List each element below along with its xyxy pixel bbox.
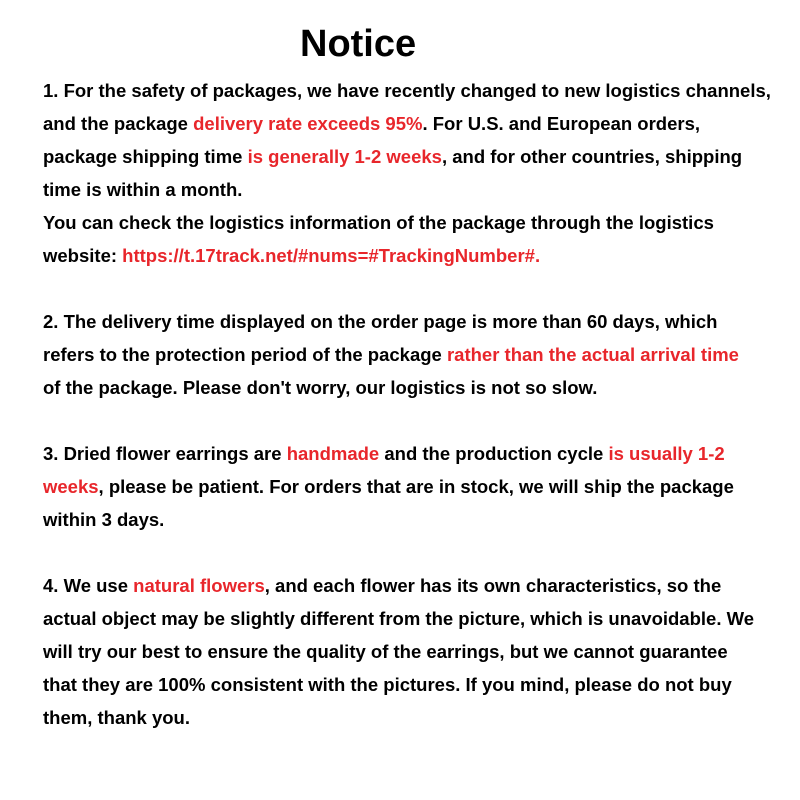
notice-body bbox=[43, 74, 783, 767]
notice-paragraph-3 bbox=[43, 437, 783, 536]
highlight-weeks: weeks bbox=[43, 476, 99, 497]
notice-paragraph-1 bbox=[43, 74, 783, 272]
paragraph-line bbox=[43, 470, 783, 503]
paragraph-line bbox=[43, 206, 783, 239]
paragraph-line bbox=[43, 635, 783, 668]
text-segment: , and for other countries, shipping bbox=[441, 146, 743, 167]
highlight-delivery-rate: delivery rate exceeds 95% bbox=[193, 113, 423, 134]
highlight-production-cycle: is usually 1-2 bbox=[608, 443, 725, 464]
text-segment: , and each flower has its own characteristics, so the bbox=[264, 575, 722, 596]
paragraph-line bbox=[43, 305, 783, 338]
highlight-handmade: handmade bbox=[286, 443, 380, 464]
notice-paragraph-2 bbox=[43, 305, 783, 404]
page-title: Notice bbox=[300, 23, 417, 65]
highlight-shipping-time: is generally 1-2 weeks bbox=[247, 146, 442, 167]
text-segment: package shipping time bbox=[43, 146, 248, 167]
paragraph-line bbox=[43, 338, 783, 371]
text-segment: You can check the logistics information of the package through the logistics bbox=[43, 212, 714, 233]
tracking-link: https://t.17track.net/#nums=#TrackingNumber#. bbox=[122, 245, 541, 266]
text-segment: within 3 days. bbox=[43, 509, 165, 530]
paragraph-line bbox=[43, 668, 783, 701]
text-segment: refers to the protection period of the package bbox=[43, 344, 447, 365]
text-segment: 1. For the safety of packages, we have recently changed to new logistics channels, bbox=[43, 80, 771, 101]
text-segment: will try our best to ensure the quality of the earrings, but we cannot guarantee bbox=[43, 641, 728, 662]
text-segment: website: bbox=[43, 245, 123, 266]
text-segment: time is within a month. bbox=[43, 179, 243, 200]
text-segment: and the production cycle bbox=[379, 443, 609, 464]
text-segment: 4. We use bbox=[43, 575, 134, 596]
text-segment: 3. Dried flower earrings are bbox=[43, 443, 287, 464]
paragraph-line bbox=[43, 140, 783, 173]
paragraph-line bbox=[43, 74, 783, 107]
paragraph-line bbox=[43, 569, 783, 602]
paragraph-line bbox=[43, 239, 783, 272]
text-segment: of the package. Please don't worry, our logistics is not so slow. bbox=[43, 377, 598, 398]
text-segment: that they are 100% consistent with the pictures. If you mind, please do not buy bbox=[43, 674, 732, 695]
paragraph-line bbox=[43, 602, 783, 635]
highlight-arrival-time: rather than the actual arrival time bbox=[446, 344, 739, 365]
highlight-natural-flowers: natural flowers bbox=[133, 575, 265, 596]
paragraph-line bbox=[43, 371, 783, 404]
paragraph-line bbox=[43, 437, 783, 470]
text-segment: actual object may be slightly different from the picture, which is unavoidable. We bbox=[43, 608, 755, 629]
text-segment: and the package bbox=[43, 113, 194, 134]
text-segment: , please be patient. For orders that are in stock, we will ship the package bbox=[98, 476, 734, 497]
text-segment: them, thank you. bbox=[43, 707, 190, 728]
paragraph-line bbox=[43, 107, 783, 140]
notice-paragraph-4 bbox=[43, 569, 783, 734]
paragraph-line bbox=[43, 173, 783, 206]
text-segment: . For U.S. and European orders, bbox=[422, 113, 701, 134]
paragraph-line bbox=[43, 503, 783, 536]
text-segment: 2. The delivery time displayed on the order page is more than 60 days, which bbox=[43, 311, 718, 332]
paragraph-line bbox=[43, 701, 783, 734]
